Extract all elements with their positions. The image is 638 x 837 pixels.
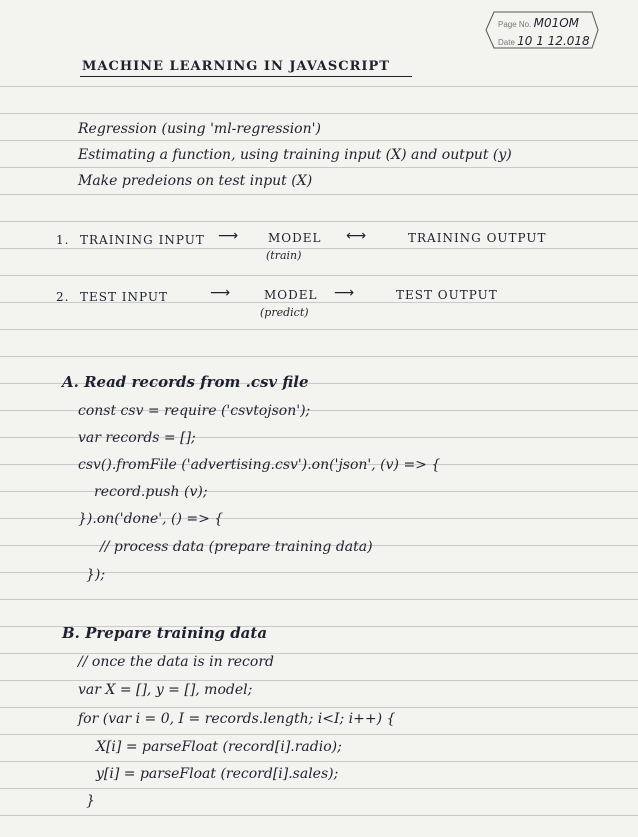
code-line: }); [86,567,106,583]
intro-line: Regression (using 'ml-regression') [78,121,321,137]
flow-model-sub: (predict) [260,306,309,319]
date-value: 10 1 12.018 [517,34,590,48]
double-arrow-icon: ⟷ [346,228,367,244]
code-comment: // process data (prepare training data) [100,539,373,555]
code-line: X[i] = parseFloat (record[i].radio); [96,739,342,755]
flow-model: MODEL [268,231,322,245]
arrow-icon: ⟶ [210,285,231,301]
arrow-icon: ⟶ [218,228,239,244]
ruled-line [0,599,638,600]
code-line: } [86,793,95,809]
ruled-line [0,140,638,141]
code-line: y[i] = parseFloat (record[i].sales); [96,766,339,782]
ruled-line [0,275,638,276]
flow-output: TRAINING OUTPUT [408,231,547,245]
ruled-line [0,329,638,330]
ruled-line [0,356,638,357]
ruled-line [0,221,638,222]
code-line: const csv = require ('csvtojson'); [78,403,311,419]
code-comment: // once the data is in record [78,654,274,670]
date-row [498,34,590,48]
intro-line: Make predeions on test input (X) [78,173,313,189]
ruled-line [0,788,638,789]
flow-number: 2. [56,290,70,304]
section-b-heading: B. Prepare training data [62,624,268,642]
code-line: csv().fromFile ('advertising.csv').on('json', (v) => { [78,457,441,473]
code-line: }).on('done', () => { [78,511,224,527]
ruled-line [0,86,638,87]
page-title: MACHINE LEARNING IN JAVASCRIPT [82,59,390,74]
ruled-line [0,680,638,681]
title-underline [80,76,412,77]
ruled-line [0,815,638,816]
flow-input: TRAINING INPUT [80,233,205,247]
flow-input: TEST INPUT [80,290,169,304]
flow-number: 1. [56,233,70,247]
ruled-line [0,761,638,762]
code-line: var X = [], y = [], model; [78,682,253,698]
ruled-line [0,707,638,708]
code-line: var records = []; [78,430,196,446]
page-label: Page No. [498,20,532,29]
intro-line: Estimating a function, using training input (X) and output (y) [78,147,512,163]
ruled-line [0,113,638,114]
flow-model-sub: (train) [266,249,302,262]
ruled-line [0,248,638,249]
section-a-heading: A. Read records from .csv file [62,373,309,391]
arrow-icon: ⟶ [334,285,355,301]
code-line: record.push (v); [94,484,208,500]
code-line: for (var i = 0, I = records.length; i<I; i++) { [78,711,396,727]
ruled-line [0,734,638,735]
page-number: M01OM [533,16,580,30]
page-date-stamp [480,8,600,52]
flow-output: TEST OUTPUT [396,288,498,302]
flow-model: MODEL [264,288,318,302]
date-label: Date [498,38,515,47]
page-number-row [498,16,579,30]
ruled-line [0,167,638,168]
ruled-line [0,194,638,195]
